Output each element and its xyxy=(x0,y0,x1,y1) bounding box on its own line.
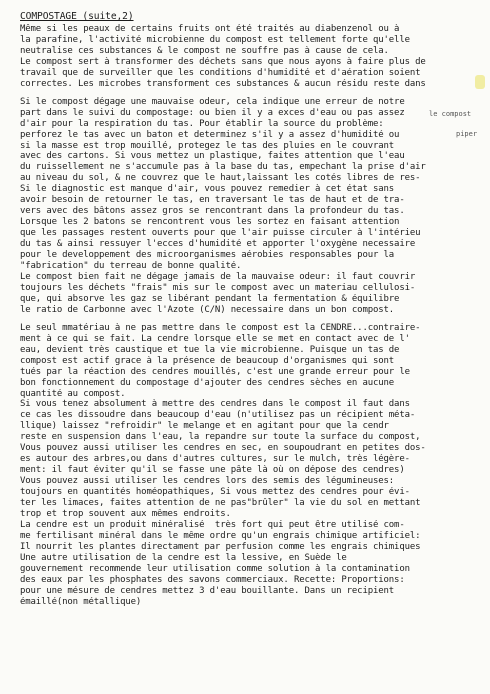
text-line: llique) laissez "refroidir" le melange et en agitant pour que la cendr xyxy=(20,421,389,432)
text-line: compost est actif grace à la présence de beaucoup d'organismes qui sont xyxy=(20,355,395,366)
text-line: émaillé(non métallique) xyxy=(20,596,142,607)
text-line: Il nourrit les plantes directament par perfusion comme les engrais chimiques xyxy=(20,541,421,552)
text-line: me fertilisant minéral dans le même ordre qu'un engrais chimique artificiel: xyxy=(20,530,421,541)
text-line: travail que de surveiller que les conditions d'humidité et d'aération soient xyxy=(20,67,421,78)
text-line: Lorsque les 2 batons se rencontrent vous les sortez en faisant attention xyxy=(20,217,400,228)
text-line: ment: il faut éviter qu'il se fasse une pâte là où on dépose des cendres) xyxy=(20,465,405,476)
text-line: Si le diagnostic est manque d'air, vous pouvez remedier à cet état sans xyxy=(20,184,395,195)
text-line: bon fonctionnement du compostage d'ajouter des cendres sèches en aucune xyxy=(20,377,395,388)
text-line: eau, devient très caustique et tue la vie microbienne. Puisque un tas de xyxy=(20,344,400,355)
document-title: COMPOSTAGE (suite,2) xyxy=(20,11,134,22)
margin-note-piper: piper xyxy=(456,130,478,138)
text-line: trop et trop souvent aux mêmes endroits. xyxy=(20,508,231,519)
text-line: le ratio de Carbonne avec l'Azote (C/N) necessaire dans un bon compost. xyxy=(20,304,395,315)
text-line: correctes. Les microbes transforment ces substances & aucun résidu reste dans xyxy=(20,78,426,89)
paragraph xyxy=(20,24,486,90)
text-line: vers avec des bâtons assez gros se rencontrant dans la profondeur du tas. xyxy=(20,206,405,217)
text-line: Le seul mmatériau à ne pas mettre dans le compost est la CENDRE...contraire- xyxy=(20,322,421,333)
text-line: tués par la réaction des cendres mouillés, c'est une grande erreur pour le xyxy=(20,366,410,377)
text-line: reste en suspension dans l'eau, la repandre sur toute la surface du compost, xyxy=(20,432,421,443)
text-line: que, qui absorve les gaz se libérant pendant la fermentation & équilibre xyxy=(20,293,400,304)
paragraph xyxy=(20,323,486,608)
text-line: Le compost bien fait ne dégage jamais de la mauvaise odeur: il faut couvrir xyxy=(20,271,416,282)
text-line: pour une mésure de cendres mettez 3 d'eau bouillante. Dans un recipient xyxy=(20,585,395,596)
text-line: Une autre utilisation de la cendre est la lessive, en Suède le xyxy=(20,552,347,563)
text-line: neutralise ces substances & le compost ne souffre pas à cause de cela. xyxy=(20,45,389,56)
text-line: Si vous tenez absolument à mettre des cendres dans le compost il faut dans xyxy=(20,399,410,410)
text-line: La cendre est un produit minéralisé très fort qui peut être utilisé com- xyxy=(20,519,405,530)
text-line: si la masse est trop mouillé, protegez le tas des pluies en le couvrant xyxy=(20,140,395,151)
text-line: d'air pour la respiration du tas. Pour établir la source du problème: xyxy=(20,118,384,129)
text-line: avec des cartons. Si vous mettez un plastique, faites attention que l'eau xyxy=(20,151,405,162)
text-line: du tas & ainsi ressuyer l'ecces d'humidité et apporter l'oxygène necessaire xyxy=(20,239,416,250)
text-line: toujours les déchets "frais" mis sur le compost avec un materiau cellulosi- xyxy=(20,282,416,293)
paragraph xyxy=(20,97,486,316)
text-line: ce cas les dissoudre dans beaucoup d'eau (n'utilisez pas un récipient méta- xyxy=(20,410,416,421)
text-line: avoir besoin de retourner le tas, en traversant le tas de haut et de tra- xyxy=(20,195,405,206)
text-line: du ruissellement ne s'accumule pas à la base du tas, empechant la prise d'air xyxy=(20,162,426,173)
text-line: part dans le suivi du compostage: ou bien il y a exces d'eau ou pas assez xyxy=(20,107,405,118)
text-line: "fabrication" du terreau de bonne qualité. xyxy=(20,261,242,272)
text-line: pour le developpement des microorganismes aérobies responsables pour la xyxy=(20,250,395,261)
document-body xyxy=(20,24,486,615)
text-line: des eaux par les phosphates des savons commerciaux. Recette: Proportions: xyxy=(20,574,405,585)
text-line: Même si les peaux de certains fruits ont été traités au diabenzenol ou à xyxy=(20,24,400,34)
text-line: Vous pouvez aussi utiliser les cendres lors des semis des légumineuses: xyxy=(20,476,395,487)
text-line: Le compost sert à transformer des déchets sans que nous ayons à faire plus de xyxy=(20,56,426,67)
margin-note-compost: le compost xyxy=(429,110,472,118)
text-line: que les passages restent ouverts pour que l'air puisse circuler à l'intérieu xyxy=(20,228,421,239)
text-line: la parafine, l'activité microbienne du compost est tellement forte qu'elle xyxy=(20,34,410,45)
text-line: ter les limaces, faites attention de ne pas"brûler" la vie du sol en mettant xyxy=(20,498,421,509)
text-line: quantité au compost. xyxy=(20,388,126,399)
text-line: es autour des arbres,ou dans d'autres cultures, sur le mulch, très légère- xyxy=(20,454,410,465)
text-line: toujours en quantités homéopathiques, Si vous mettez des cendres pour évi- xyxy=(20,487,410,498)
text-line: au niveau du sol, & ne couvrez que le haut,laissant les cotés libres de res- xyxy=(20,173,421,184)
text-line: Si le compost dégage une mauvaise odeur, cela indique une erreur de notre xyxy=(20,96,405,107)
text-line: gouvernement recommende leur utilisation comme solution à la contamination xyxy=(20,563,410,574)
text-line: perforez le tas avec un baton et determinez s'il y a assez d'humidité ou xyxy=(20,129,400,140)
text-line: ment à ce qui se fait. La cendre lorsque elle se met en contact avec de l' xyxy=(20,333,410,344)
text-line: Vous pouvez aussi utiliser les cendres en sec, en soupoudrant en petites dos- xyxy=(20,443,426,454)
